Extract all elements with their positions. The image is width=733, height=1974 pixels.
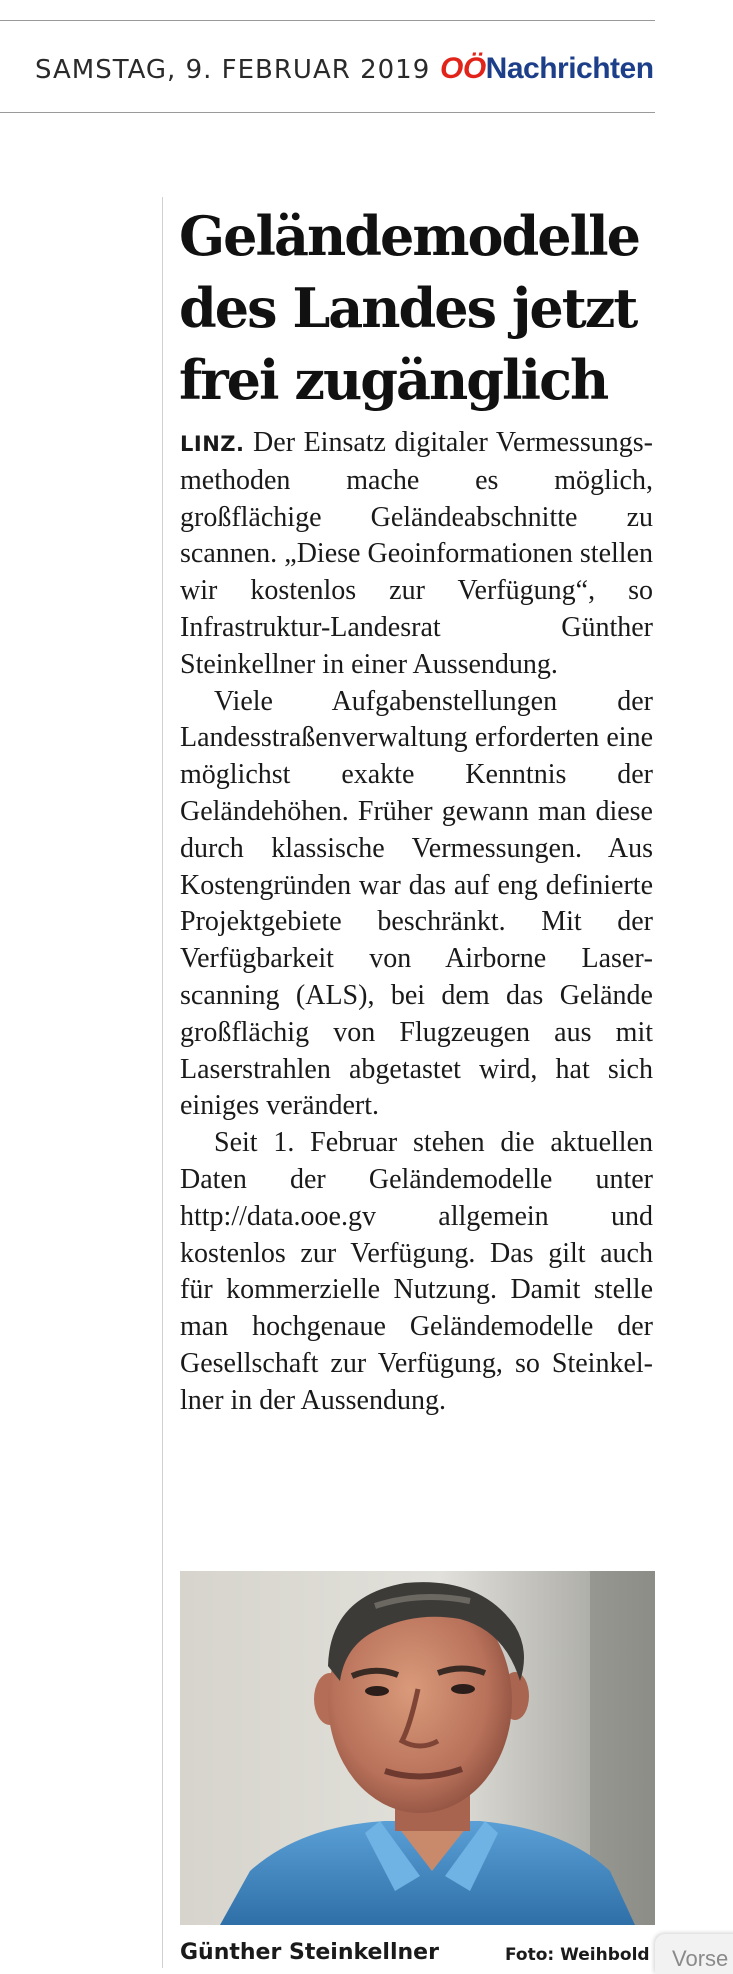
paragraph-2: Viele Aufgabenstellungen der Landesstraßenverwaltung erforderten eine möglichst exakte Kenntnis der Geländehöhen. Früher gewann man diese durch klassische Vermessungen. Aus Kostengründen war das auf eng definierte Projektgebiete beschränkt. Mit der Verfügbarkeit von Airborne Laserscanning (ALS), bei dem das Gelände großflächig von Flugzeugen aus mit Laserstrahlen abgetastet wird, hat sich einiges verändert. [180,685,653,1122]
headline-line-1: Geländemodelle [179,204,640,268]
newspaper-logo [440,52,654,86]
paragraph-3: Seit 1. Februar stehen die aktuellen Daten der Geländemodelle unter http://data.ooe.gv allgemein und kostenlos zur Verfügung. Das gilt auch für kommerzielle Nutzung. Damit stelle man hochgenaue Geländemodelle der Gesellschaft zur Verfügung, so Steinkellner in der Aussendung. [180,1127,653,1416]
photo-caption: Günther Steinkellner [180,1940,439,1965]
logo-name: Nachrichten [485,52,654,85]
logo-prefix: OÖ [440,52,486,85]
dateline-city: LINZ. [180,432,245,456]
headline-line-2: des Landes jetzt [179,276,637,340]
masthead-bottom-rule [0,112,655,113]
article-headline [179,200,640,416]
preview-popup-tab[interactable] [655,1934,733,1974]
photo-credit: Foto: Weihbold [505,1945,650,1965]
column-divider [162,197,163,1968]
article-body [180,425,653,1420]
paragraph-1 [180,425,653,684]
headline-line-3: frei zugänglich [179,348,608,412]
preview-popup-label: Vorse [672,1946,729,1971]
issue-date: SAMSTAG, 9. FEBRUAR 2019 [35,55,431,85]
paragraph-1-text: Der Einsatz digitaler Vermessungsmethoden mache es möglich, großflächige Geländeabschnitte zu scannen. „Diese Geoinformationen stellen wir kostenlos zur Verfügung“, so Infrastruktur-Landesrat Günther Steinkellner in einer Aussendung. [180,427,653,680]
masthead-top-rule [0,20,655,21]
portrait-photo [180,1571,655,1925]
